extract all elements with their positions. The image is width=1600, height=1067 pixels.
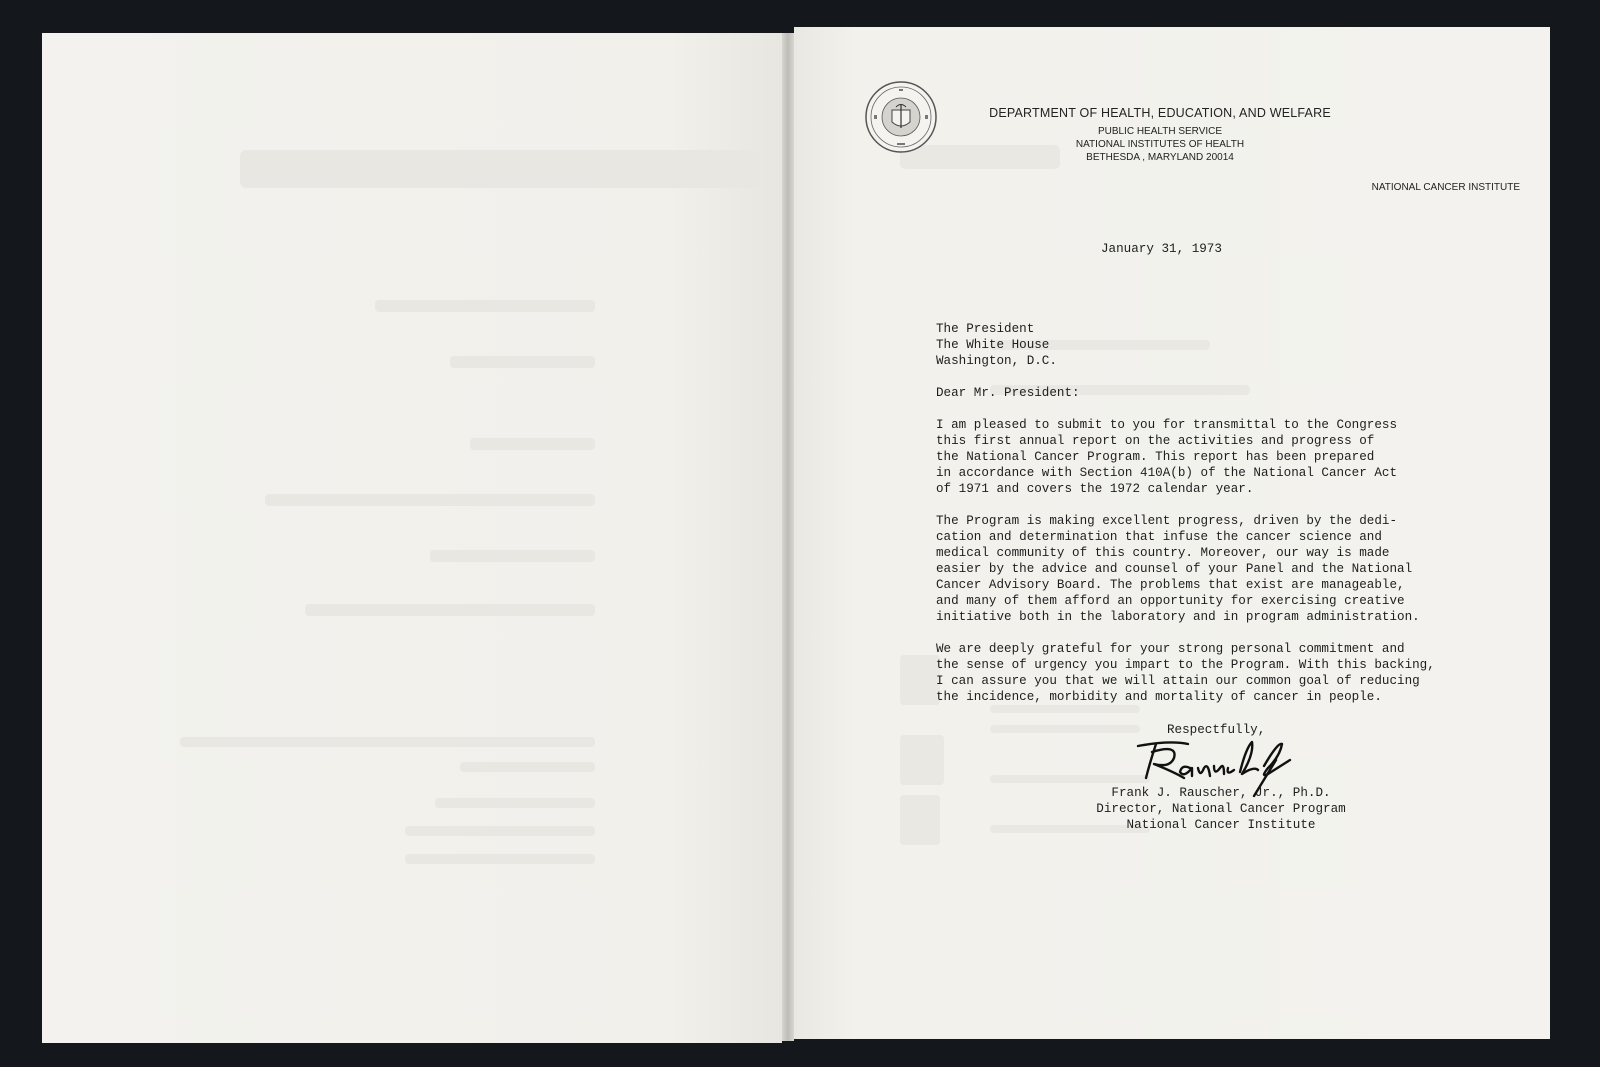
text-line: easier by the advice and counsel of your Panel and the National: [936, 562, 1413, 576]
text-line: and many of them afford an opportunity for exercising creative: [936, 594, 1405, 608]
text-line: the sense of urgency you impart to the Program. With this backing,: [936, 658, 1435, 672]
address-line: The President: [936, 322, 1035, 336]
signer-title: Director, National Cancer Program: [1096, 802, 1346, 816]
text-line: this first annual report on the activities and progress of: [936, 434, 1375, 448]
hew-seal-icon: [864, 80, 938, 154]
text-line: cation and determination that infuse the cancer science and: [936, 530, 1382, 544]
text-line: the incidence, morbidity and mortality of cancer in people.: [936, 690, 1382, 704]
signer-institute: National Cancer Institute: [1126, 818, 1316, 832]
text-line: of 1971 and covers the 1972 calendar year.: [936, 482, 1254, 496]
institute-name: NATIONAL CANCER INSTITUTE: [1371, 182, 1520, 193]
paragraph-3: [936, 641, 1435, 705]
location: BETHESDA , MARYLAND 20014: [1086, 152, 1234, 163]
handwritten-signature: [1130, 738, 1320, 800]
text-line: I am pleased to submit to you for transmittal to the Congress: [936, 418, 1398, 432]
text-line: I can assure you that we will attain our common goal of reducing: [936, 674, 1420, 688]
text-line: the National Cancer Program. This report has been prepared: [936, 450, 1375, 464]
text-line: The Program is making excellent progress, driven by the dedi-: [936, 514, 1398, 528]
paragraph-1: [936, 417, 1397, 497]
text-line: initiative both in the laboratory and in program administration.: [936, 610, 1420, 624]
institutes-name: NATIONAL INSTITUTES OF HEALTH: [1075, 139, 1245, 150]
paragraph-2: [936, 513, 1420, 625]
book-spine: [782, 33, 794, 1041]
closing: Respectfully,: [1167, 723, 1266, 737]
department-name: DEPARTMENT OF HEALTH, EDUCATION, AND WELFARE: [989, 106, 1331, 120]
address-line: The White House: [936, 338, 1050, 352]
text-line: We are deeply grateful for your strong personal commitment and: [936, 642, 1405, 656]
text-line: in accordance with Section 410A(b) of the National Cancer Act: [936, 466, 1398, 480]
signer-name: Frank J. Rauscher, Jr., Ph.D.: [1111, 786, 1331, 800]
text-line: medical community of this country. Moreover, our way is made: [936, 546, 1390, 560]
recipient-address: [936, 321, 1057, 369]
address-line: Washington, D.C.: [936, 354, 1057, 368]
left-page-show-through: [180, 120, 780, 880]
text-line: Cancer Advisory Board. The problems that exist are manageable,: [936, 578, 1405, 592]
service-name: PUBLIC HEALTH SERVICE: [1097, 126, 1223, 137]
salutation: Dear Mr. President:: [936, 386, 1080, 400]
letter-date: January 31, 1973: [1101, 242, 1222, 256]
